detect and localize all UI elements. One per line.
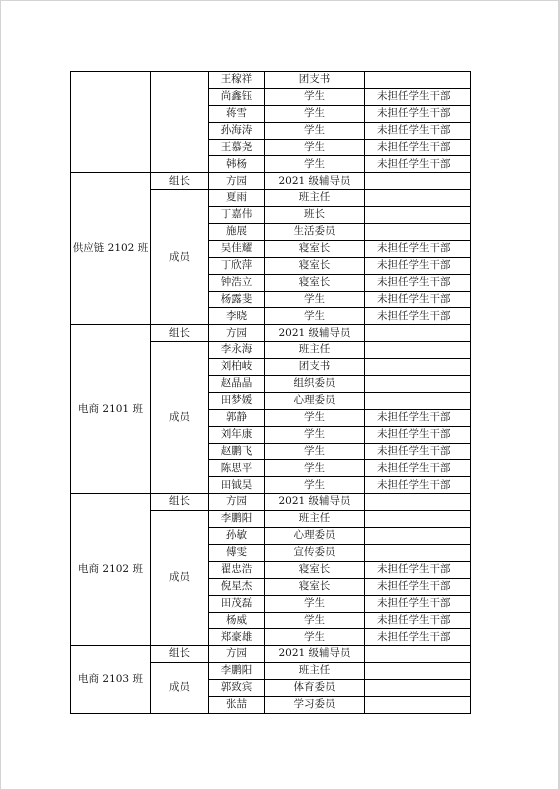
class-name-cell: 电商 2102 班: [71, 494, 151, 646]
class-name-cell: 电商 2101 班: [71, 325, 151, 494]
name-cell: 方园: [209, 646, 265, 663]
name-cell: 王稼祥: [209, 72, 265, 89]
position-cell: 学生: [265, 409, 365, 426]
name-cell: 刘年康: [209, 426, 265, 443]
position-cell: 寝室长: [265, 578, 365, 595]
name-cell: 尚鑫钰: [209, 88, 265, 105]
position-cell: 体育委员: [265, 680, 365, 697]
position-cell: 学生: [265, 595, 365, 612]
name-cell: 夏雨: [209, 190, 265, 207]
name-cell: 郭致宾: [209, 680, 265, 697]
name-cell: 钟浩立: [209, 274, 265, 291]
note-cell: 未担任学生干部: [365, 578, 471, 595]
note-cell: 未担任学生干部: [365, 291, 471, 308]
note-cell: [365, 342, 471, 359]
name-cell: 蒋雪: [209, 105, 265, 122]
position-cell: 学生: [265, 460, 365, 477]
position-cell: 2021 级辅导员: [265, 494, 365, 511]
name-cell: 方园: [209, 494, 265, 511]
name-cell: 张喆: [209, 696, 265, 713]
position-cell: 团支书: [265, 72, 365, 89]
name-cell: 翟忠浩: [209, 561, 265, 578]
name-cell: 田梦媛: [209, 392, 265, 409]
note-cell: [365, 207, 471, 224]
name-cell: 方园: [209, 173, 265, 190]
position-cell: 学生: [265, 139, 365, 156]
note-cell: [365, 528, 471, 545]
table-row: [71, 494, 471, 511]
note-cell: [365, 173, 471, 190]
note-cell: [365, 544, 471, 561]
role-cell: 组长: [151, 173, 209, 190]
position-cell: 生活委员: [265, 224, 365, 241]
position-cell: 班长: [265, 207, 365, 224]
position-cell: 学生: [265, 105, 365, 122]
position-cell: 2021 级辅导员: [265, 173, 365, 190]
position-cell: 宣传委员: [265, 544, 365, 561]
position-cell: 2021 级辅导员: [265, 646, 365, 663]
name-cell: 施展: [209, 224, 265, 241]
note-cell: 未担任学生干部: [365, 122, 471, 139]
position-cell: 学生: [265, 88, 365, 105]
position-cell: 班主任: [265, 342, 365, 359]
table-row: [71, 173, 471, 190]
note-cell: 未担任学生干部: [365, 240, 471, 257]
note-cell: [365, 392, 471, 409]
note-cell: 未担任学生干部: [365, 88, 471, 105]
name-cell: 李晓: [209, 308, 265, 325]
note-cell: 未担任学生干部: [365, 105, 471, 122]
name-cell: 郭静: [209, 409, 265, 426]
position-cell: 班主任: [265, 190, 365, 207]
position-cell: 学生: [265, 443, 365, 460]
position-cell: 学生: [265, 156, 365, 173]
name-cell: 杨威: [209, 612, 265, 629]
note-cell: [365, 511, 471, 528]
note-cell: [365, 359, 471, 376]
position-cell: 组织委员: [265, 376, 365, 393]
position-cell: 寝室长: [265, 561, 365, 578]
position-cell: 学生: [265, 308, 365, 325]
note-cell: 未担任学生干部: [365, 629, 471, 646]
name-cell: 李永海: [209, 342, 265, 359]
role-cell: 成员: [151, 511, 209, 646]
note-cell: 未担任学生干部: [365, 443, 471, 460]
note-cell: [365, 224, 471, 241]
name-cell: 丁欣萍: [209, 257, 265, 274]
note-cell: [365, 696, 471, 713]
position-cell: 学生: [265, 122, 365, 139]
position-cell: 寝室长: [265, 274, 365, 291]
note-cell: [365, 190, 471, 207]
note-cell: 未担任学生干部: [365, 460, 471, 477]
role-cell: 成员: [151, 663, 209, 714]
position-cell: 学生: [265, 291, 365, 308]
position-cell: 团支书: [265, 359, 365, 376]
note-cell: 未担任学生干部: [365, 308, 471, 325]
note-cell: 未担任学生干部: [365, 257, 471, 274]
name-cell: 孙海涛: [209, 122, 265, 139]
position-cell: 班主任: [265, 511, 365, 528]
name-cell: 李鹏阳: [209, 663, 265, 680]
name-cell: 赵晶晶: [209, 376, 265, 393]
role-cell: [151, 72, 209, 173]
name-cell: 韩杨: [209, 156, 265, 173]
note-cell: [365, 494, 471, 511]
note-cell: [365, 72, 471, 89]
name-cell: 孙敏: [209, 528, 265, 545]
position-cell: 2021 级辅导员: [265, 325, 365, 342]
position-cell: 寝室长: [265, 257, 365, 274]
class-name-cell: 供应链 2102 班: [71, 173, 151, 325]
name-cell: 丁嘉伟: [209, 207, 265, 224]
position-cell: 学习委员: [265, 696, 365, 713]
note-cell: 未担任学生干部: [365, 139, 471, 156]
position-cell: 学生: [265, 612, 365, 629]
name-cell: 田钺昊: [209, 477, 265, 494]
class-cell: [71, 72, 151, 173]
note-cell: [365, 325, 471, 342]
role-cell: 成员: [151, 190, 209, 325]
note-cell: 未担任学生干部: [365, 561, 471, 578]
position-cell: 学生: [265, 426, 365, 443]
name-cell: 赵鹏飞: [209, 443, 265, 460]
position-cell: 心理委员: [265, 392, 365, 409]
name-cell: 傅雯: [209, 544, 265, 561]
role-cell: 组长: [151, 646, 209, 663]
name-cell: 吴佳耀: [209, 240, 265, 257]
name-cell: 王慕尧: [209, 139, 265, 156]
note-cell: 未担任学生干部: [365, 612, 471, 629]
role-cell: 组长: [151, 325, 209, 342]
table-row: [71, 325, 471, 342]
name-cell: 田茂磊: [209, 595, 265, 612]
role-cell: 组长: [151, 494, 209, 511]
note-cell: [365, 376, 471, 393]
note-cell: [365, 646, 471, 663]
table-row: [71, 646, 471, 663]
roster-table: [70, 71, 471, 714]
note-cell: 未担任学生干部: [365, 156, 471, 173]
note-cell: [365, 663, 471, 680]
name-cell: 郑豪雄: [209, 629, 265, 646]
position-cell: 心理委员: [265, 528, 365, 545]
note-cell: [365, 680, 471, 697]
role-cell: 成员: [151, 342, 209, 494]
note-cell: 未担任学生干部: [365, 409, 471, 426]
name-cell: 刘柏岐: [209, 359, 265, 376]
class-name-cell: 电商 2103 班: [71, 646, 151, 714]
name-cell: 方园: [209, 325, 265, 342]
position-cell: 学生: [265, 629, 365, 646]
name-cell: 李鹏阳: [209, 511, 265, 528]
note-cell: 未担任学生干部: [365, 426, 471, 443]
table-row: [71, 72, 471, 89]
note-cell: 未担任学生干部: [365, 477, 471, 494]
position-cell: 寝室长: [265, 240, 365, 257]
position-cell: 学生: [265, 477, 365, 494]
note-cell: 未担任学生干部: [365, 595, 471, 612]
name-cell: 倪星杰: [209, 578, 265, 595]
name-cell: 陈思平: [209, 460, 265, 477]
note-cell: 未担任学生干部: [365, 274, 471, 291]
position-cell: 班主任: [265, 663, 365, 680]
name-cell: 杨露斐: [209, 291, 265, 308]
